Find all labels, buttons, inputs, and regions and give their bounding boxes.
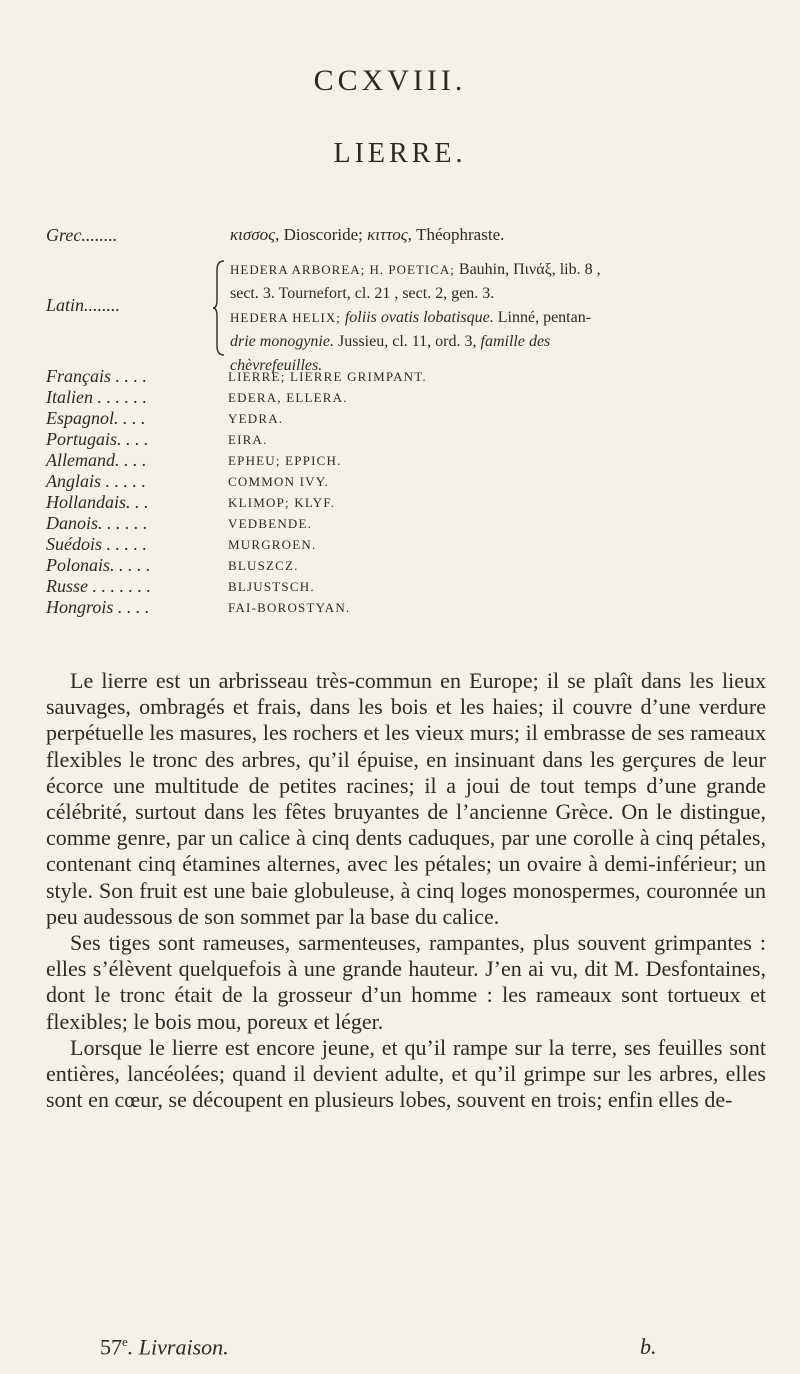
- name-russe: BLJUSTSCH.: [228, 579, 315, 594]
- paragraph-2: Ses tiges sont rameuses, sarmenteuses, rampantes, plus souvent grimpantes : elles s’élèvent quelquefois à une grande hauteur. J’en ai vu, dit M. Desfontaines, dont le tronc était de la grosseur d’un homme : les rameaux sont tortueux et flexibles; le bois mou, poreux et léger.: [46, 930, 766, 1034]
- lang-russe: Russe . . . . . . .: [46, 576, 151, 596]
- latin-label: Latin........: [46, 295, 121, 315]
- latin-line-4: drie monogynie. Jussieu, cl. 11, ord. 3, famille des: [230, 333, 551, 350]
- body-text: [46, 668, 766, 1113]
- name-portugais: EIRA.: [228, 432, 268, 447]
- lang-italien: Italien . . . . . .: [46, 387, 147, 407]
- grec-text: [230, 224, 504, 246]
- latin-line-1: HEDERA ARBOREA; H. POETICA; Bauhin, Πινάξ, lib. 8 ,: [230, 261, 601, 278]
- name-allemand: EPHEU; EPPICH.: [228, 453, 342, 468]
- lang-hongrois: Hongrois . . . .: [46, 597, 150, 617]
- brace-icon: [213, 260, 225, 356]
- livraison: [100, 1334, 229, 1360]
- grec-row: [46, 224, 766, 247]
- latin-line-5: chèvrefeuilles.: [230, 357, 323, 374]
- name-francais: LIERRE; LIERRE GRIMPANT.: [228, 369, 427, 384]
- page-title: LIERRE.: [333, 138, 467, 169]
- latin-line-3: HEDERA HELIX; foliis ovatis lobatisque. Linné, pentan-: [230, 309, 592, 326]
- lang-francais: Français . . . .: [46, 366, 147, 386]
- paragraph-3: Lorsque le lierre est encore jeune, et qu’il rampe sur la terre, ses feuilles sont entières, lancéolées; quand il devient adulte, et qu’il grimpe sur les arbres, elles sont en cœur, se découpent en plusieurs lobes, souvent en trois; enfin elles de-: [46, 1034, 766, 1113]
- livraison-label: . Livraison.: [127, 1334, 229, 1360]
- name-hongrois: FAI-BOROSTYAN.: [228, 600, 351, 615]
- name-espagnol: YEDRA.: [228, 411, 284, 426]
- name-italien: EDERA, ELLERA.: [228, 390, 348, 405]
- signature-mark: b.: [640, 1334, 657, 1359]
- latin-names: [230, 258, 770, 378]
- grec-source-2: , Théophraste.: [407, 225, 505, 244]
- lang-suedois: Suédois . . . . .: [46, 534, 147, 554]
- grec-word-1: κισσος: [230, 225, 276, 244]
- plate-number: CCXVIII.: [313, 64, 467, 97]
- name-danois: VEDBENDE.: [228, 516, 313, 531]
- grec-source-1: , Dioscoride;: [275, 225, 363, 244]
- lang-polonais: Polonais. . . . .: [46, 555, 151, 575]
- paragraph-1: Le lierre est un arbrisseau très-commun en Europe; il se plaît dans les lieux sauvages, ombragés et frais, dans les bois et les haies; il couvre d’une verdure perpétuelle les masures, les rochers et les vieux murs; il embrasse de ses rameaux flexibles le tronc des arbres, qu’il épuise, en insinuant dans les gerçures de leur écorce une multitude de petites racines; il a joui de tout temps d’une grande célébrité, surtout dans les fêtes bruyantes de l’ancienne Grèce. On le distingue, comme genre, par un calice à cinq dents caduques, par une corolle à cinq pétales, contenant cinq étamines alternes, avec les pétales; un ovaire à demi-inférieur; un style. Son fruit est une baie globuleuse, à cinq loges monospermes, couronnée un peu audessous de son sommet par la base du calice.: [46, 668, 766, 929]
- livraison-sup: e: [122, 1334, 128, 1349]
- lang-portugais: Portugais. . . .: [46, 429, 149, 449]
- latin-line-2: sect. 3. Tournefort, cl. 21 , sect. 2, gen. 3.: [230, 285, 495, 302]
- lang-danois: Danois. . . . . .: [46, 513, 148, 533]
- name-suedois: MURGROEN.: [228, 537, 317, 552]
- name-anglais: COMMON IVY.: [228, 474, 330, 489]
- lang-allemand: Allemand. . . .: [46, 450, 147, 470]
- lang-anglais: Anglais . . . . .: [46, 471, 147, 491]
- lang-espagnol: Espagnol. . . .: [46, 408, 146, 428]
- grec-label: Grec........: [46, 225, 118, 245]
- grec-word-2: κιττος: [367, 225, 408, 244]
- name-polonais: BLUSZCZ.: [228, 558, 299, 573]
- livraison-number: 57: [100, 1334, 122, 1360]
- lang-hollandais: Hollandais. . .: [46, 492, 149, 512]
- name-hollandais: KLIMOP; KLYF.: [228, 495, 336, 510]
